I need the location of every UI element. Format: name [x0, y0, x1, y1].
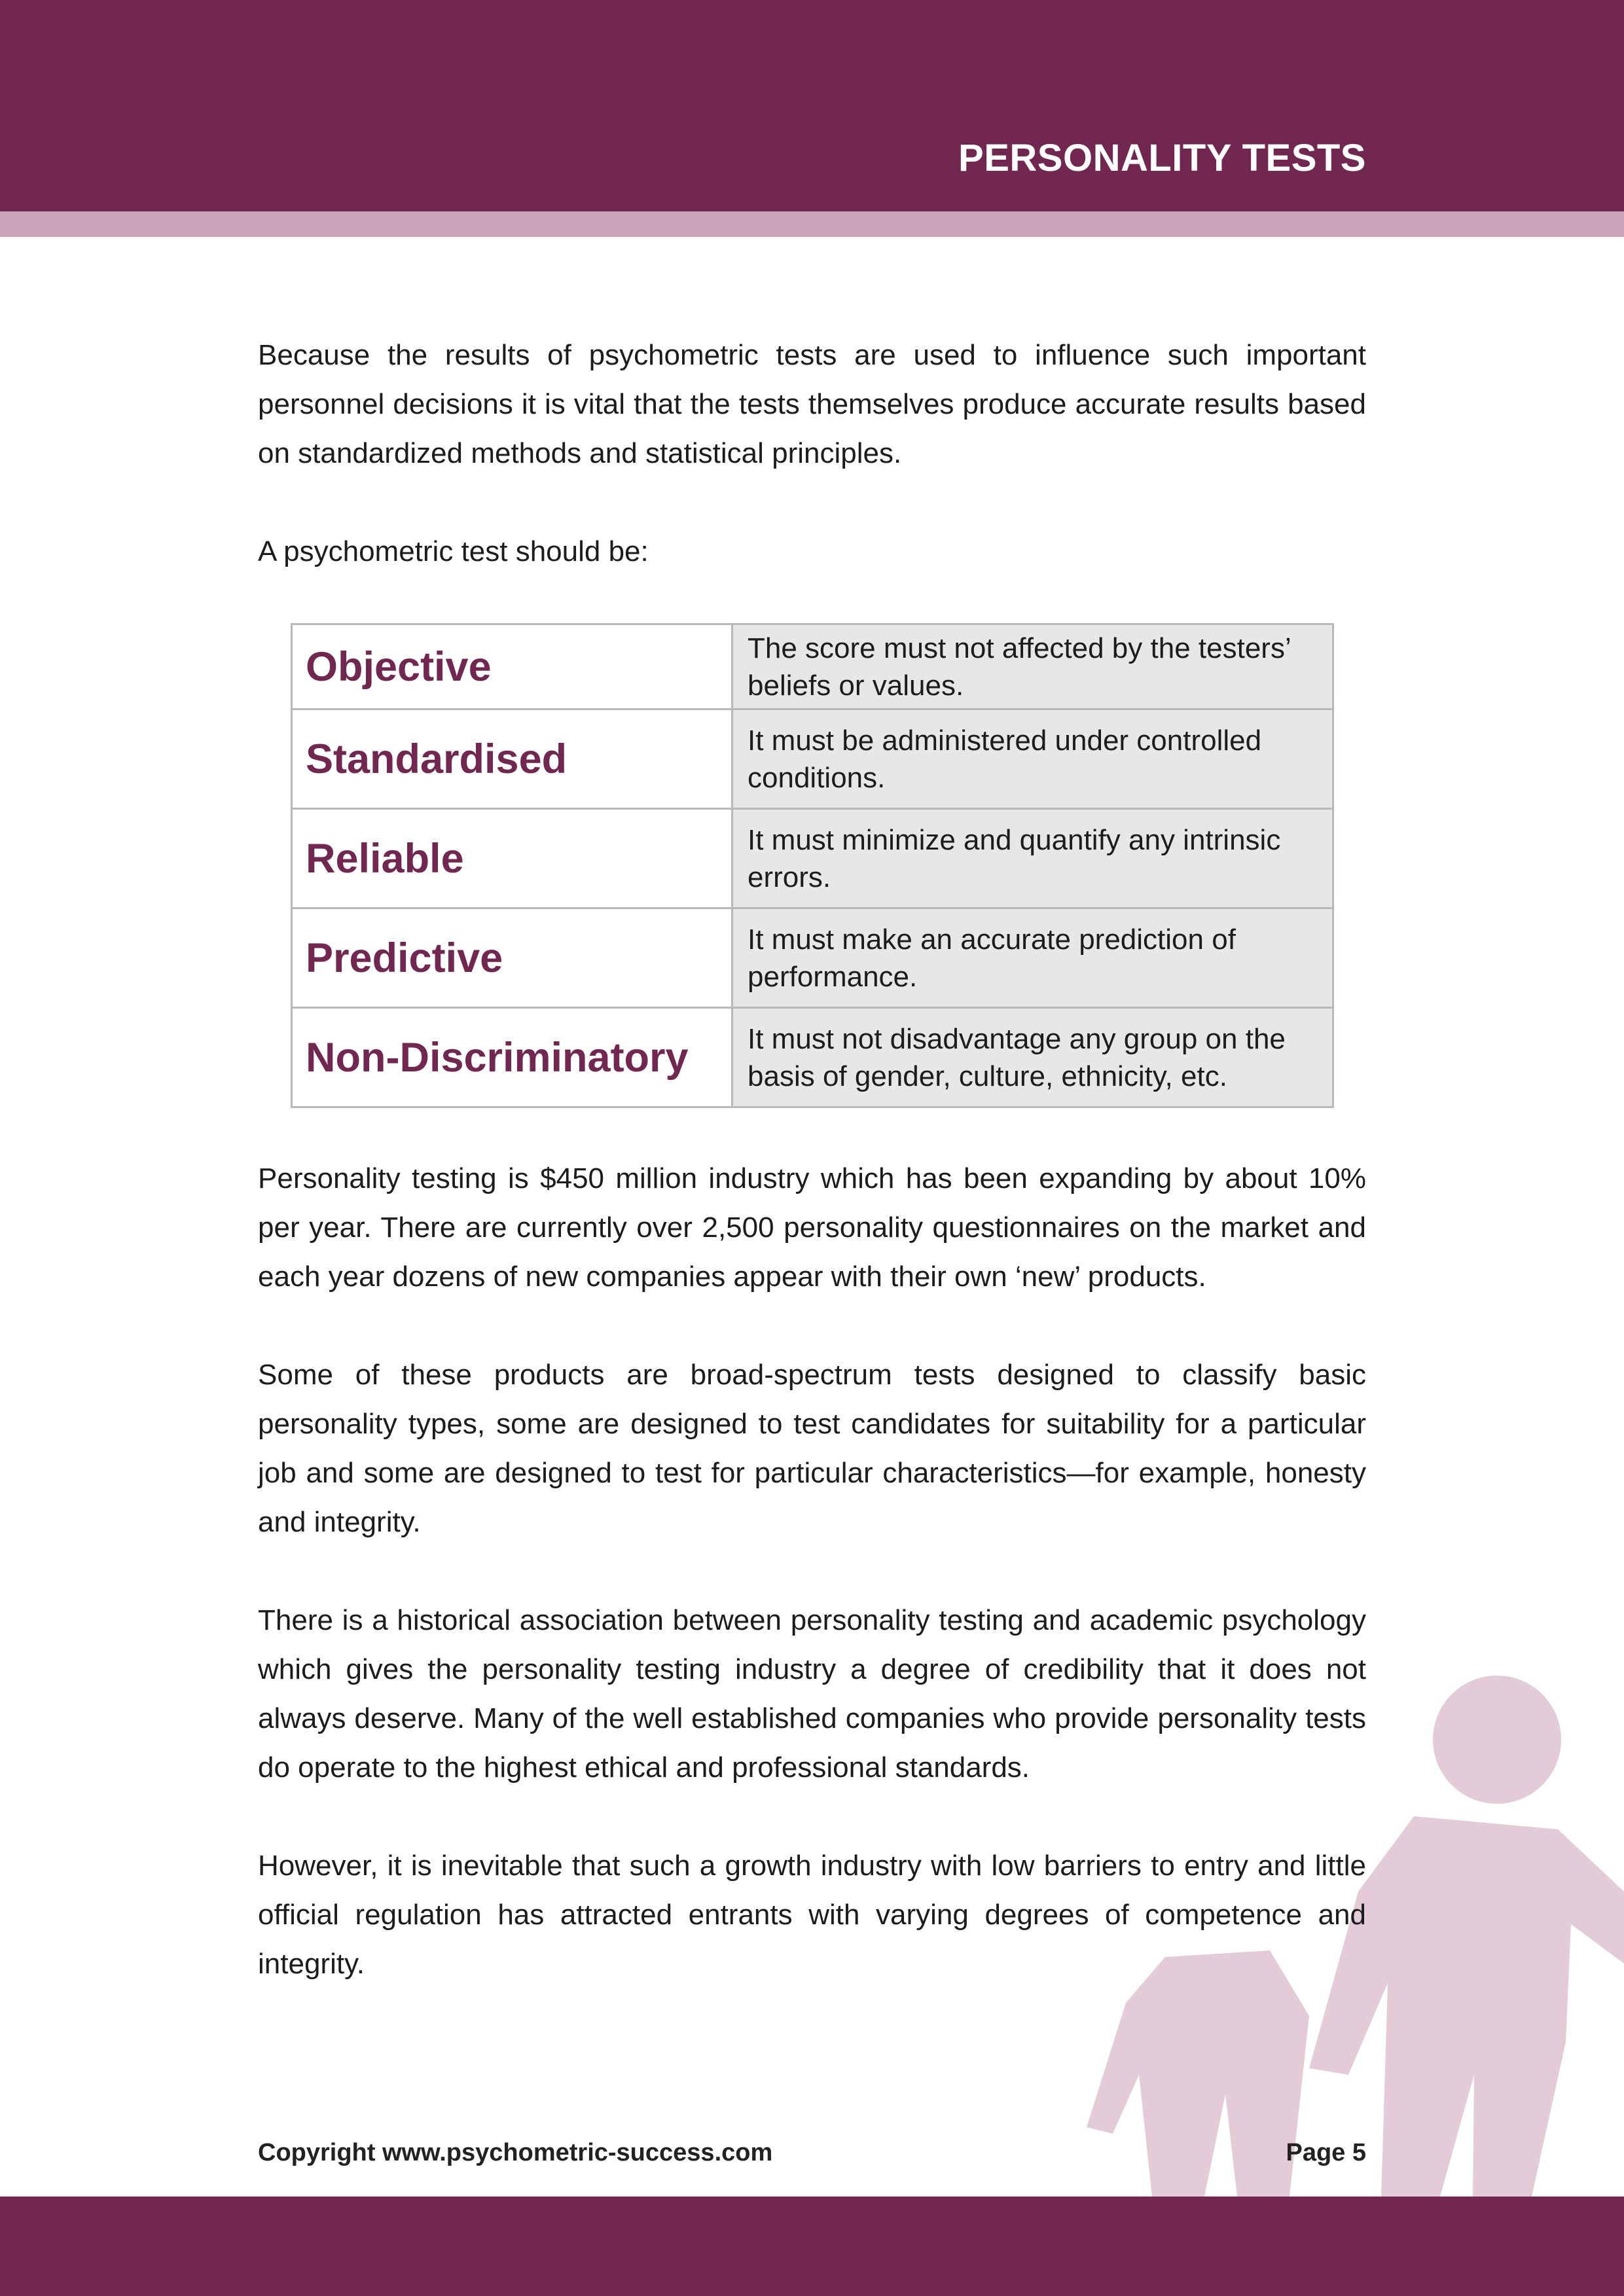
criterion-description: It must be administered under controlled conditions. [732, 709, 1333, 809]
lead-in-text: A psychometric test should be: [258, 535, 649, 567]
body-paragraph: There is a historical association between personality testing and academic psychology which gives the personality testing industry a degree of credibility that it does not always deserve. Many of the well established companies who provide personality tests do operate to the highest ethical and professional standards. [258, 1604, 1366, 1784]
footer-copyright: Copyright www.psychometric-success.com [258, 2139, 773, 2166]
intro-paragraph: Because the results of psychometric tests are used to influence such important personnel decisions it is vital that the tests themselves produce accurate results based on standardized methods and statistical principles. [258, 339, 1366, 469]
table-row [292, 709, 1333, 809]
table-row [292, 1008, 1333, 1107]
criterion-term: Non-Discriminatory [292, 1008, 732, 1107]
header-band [0, 0, 1624, 211]
header-stripe [0, 211, 1624, 237]
body-paragraph: Personality testing is $450 million industry which has been expanding by about 10% per year. There are currently over 2,500 personality questionnaires on the market and each year dozens of new companies appear with their own ‘new’ products. [258, 1162, 1366, 1293]
page-title: PERSONALITY TESTS [958, 137, 1366, 179]
page-content [258, 331, 1366, 2037]
table-row [292, 624, 1333, 709]
table-row [292, 809, 1333, 908]
criterion-description: It must make an accurate prediction of performance. [732, 908, 1333, 1008]
criterion-term: Predictive [292, 908, 732, 1008]
footer-band [0, 2197, 1624, 2296]
criteria-table [291, 623, 1334, 1108]
body-paragraph: Some of these products are broad-spectrum tests designed to classify basic personality types, some are designed to test candidates for suitability for a particular job and some are designed to test for particular characteristics—for example, honesty and integrity. [258, 1359, 1366, 1538]
criterion-term: Reliable [292, 809, 732, 908]
body-paragraph: However, it is inevitable that such a growth industry with low barriers to entry and little official regulation has attracted entrants with varying degrees of competence and integrity. [258, 1850, 1366, 1980]
criterion-description: The score must not affected by the testers’ beliefs or values. [732, 624, 1333, 709]
criterion-term: Objective [292, 624, 732, 709]
criterion-description: It must not disadvantage any group on the basis of gender, culture, ethnicity, etc. [732, 1008, 1333, 1107]
table-row [292, 908, 1333, 1008]
criterion-term: Standardised [292, 709, 732, 809]
page-number: Page 5 [1286, 2139, 1366, 2166]
criterion-description: It must minimize and quantify any intrinsic errors. [732, 809, 1333, 908]
